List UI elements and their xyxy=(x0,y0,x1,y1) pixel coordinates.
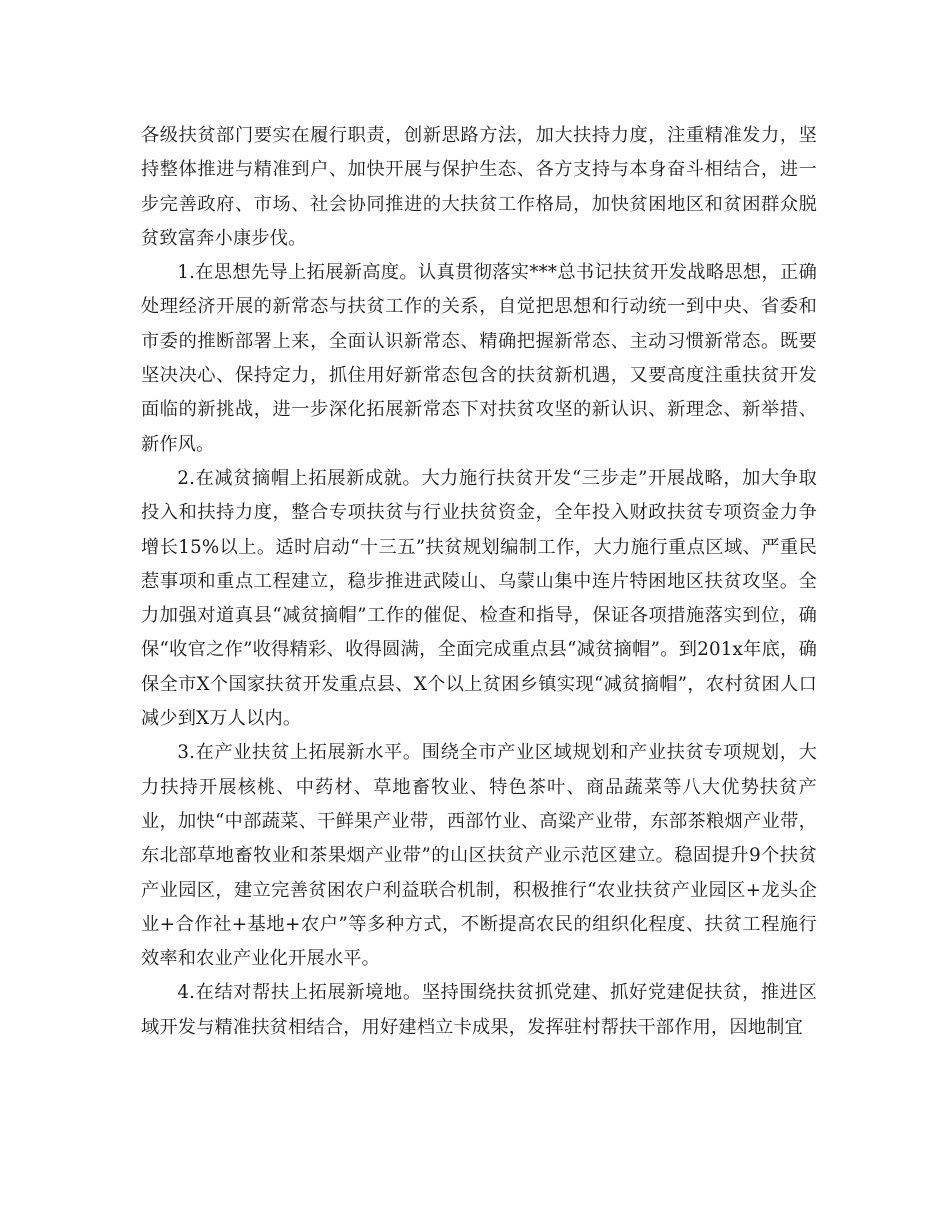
paragraph-4-paired-assistance: 4.在结对帮扶上拓展新境地。坚持围绕扶贫抓党建、抓好党建促扶贫，推进区域开发与精准扶贫相结合，用好建档立卡成果，发挥驻村帮扶干部作用，因地制宜 xyxy=(141,982,817,1038)
paragraph-3-industry: 3.在产业扶贫上拓展新水平。围绕全市产业区域规划和产业扶贫专项规划，大力扶持开展核桃、中药材、草地畜牧业、特色茶叶、商品蔬菜等八大优势扶贫产业，加快“中部蔬菜、干鲜果产业带，西部竹业、高粱产业带，东部茶粮烟产业带，东北部草地畜牧业和茶果烟产业带”的山区扶贫产业示范区建立。稳固提升9个扶贫产业园区，建立完善贫困农户利益联合机制，积极推行“农业扶贫产业园区+龙头企业+合作社+基地+农户”等多种方式，不断提高农民的组织化程度、扶贫工程施行效率和农业产业化开展水平。 xyxy=(141,742,817,970)
paragraph-1-thought-leadership: 1.在思想先导上拓展新高度。认真贯彻落实***总书记扶贫开发战略思想，正确处理经济开展的新常态与扶贫工作的关系，自觉把思想和行动统一到中央、省委和市委的推断部署上来，全面认识新常态、精确把握新常态、主动习惯新常态。既要坚决决心、保持定力，抓住用好新常态包含的扶贫新机遇，又要高度注重扶贫开发面临的新挑战，进一步深化拓展新常态下对扶贫攻坚的新认识、新理念、新举措、新作风。 xyxy=(141,262,817,455)
paragraph-2-poverty-reduction: 2.在减贫摘帽上拓展新成就。大力施行扶贫开发“三步走”开展战略，加大争取投入和扶持力度，整合专项扶贫与行业扶贫资金，全年投入财政扶贫专项资金力争增长15%以上。适时启动“十三五”扶贫规划编制工作，大力施行重点区域、严重民惹事项和重点工程建立，稳步推进武陵山、乌蒙山集中连片特困地区扶贫攻坚。全力加强对道真县“减贫摘帽”工作的催促、检查和指导，保证各项措施落实到位，确保“收官之作”收得精彩、收得圆满，全面完成重点县“减贫摘帽”。到201x年底，确保全市X个国家扶贫开发重点县、X个以上贫困乡镇实现“减贫摘帽”，农村贫困人口减少到X万人以内。 xyxy=(141,467,817,730)
paragraph-intro: 各级扶贫部门要实在履行职责，创新思路方法，加大扶持力度，注重精准发力，坚持整体推进与精准到户、加快开展与保护生态、各方支持与本身奋斗相结合，进一步完善政府、市场、社会协同推进的大扶贫工作格局，加快贫困地区和贫困群众脱贫致富奔小康步伐。 xyxy=(141,125,817,249)
document-body xyxy=(141,119,817,1045)
